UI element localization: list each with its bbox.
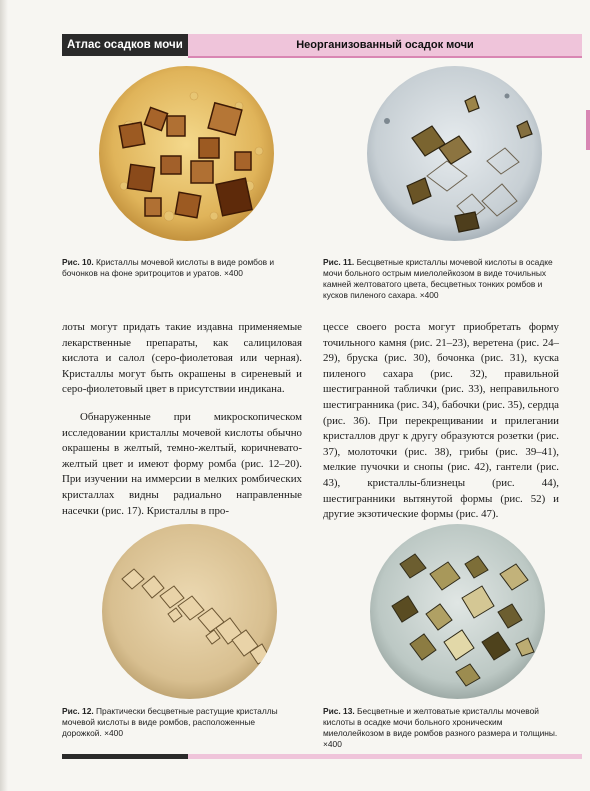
- caption-fig10: [62, 257, 280, 279]
- caption-fig11-number: Рис. 11.: [323, 257, 355, 267]
- caption-fig11: [323, 257, 555, 301]
- caption-fig12-text: Практически бесцветные растущие кристаллы мочевой кислоты в виде ромбов, расположенные дорожкой. ×400: [62, 706, 278, 738]
- text-column-right: [323, 320, 559, 523]
- caption-fig13: [323, 706, 559, 750]
- header-section-title: Неорганизованный осадок мочи: [188, 34, 582, 56]
- micrograph-fig12: [102, 524, 277, 699]
- left-paragraph-2: Обнаруженные при микроскопическом исследовании кристаллы мочевой кислоты обычно окрашены в желтый, темно-желтый, коричневато-желтый цвет и имеют форму ромба (рис. 12–20). При изучении на иммерсии в мелких ромбических кристаллах видны радиально направленные насечки (рис. 17). Кристаллы в про-: [62, 410, 302, 517]
- micrograph-fig11: [367, 66, 542, 241]
- caption-fig13-number: Рис. 13.: [323, 706, 355, 716]
- footer-band: [62, 754, 582, 759]
- caption-fig10-text: Кристаллы мочевой кислоты в виде ромбов и бочонков на фоне эритроцитов и уратов. ×400: [62, 257, 275, 278]
- footer-band-dark: [62, 754, 188, 759]
- micrograph-fig10: [99, 66, 274, 241]
- page-binding-shadow: [0, 0, 8, 791]
- caption-fig10-number: Рис. 10.: [62, 257, 94, 267]
- caption-fig12: [62, 706, 284, 739]
- right-paragraph-1: цессе своего роста могут приобретать форму точильного камня (рис. 21–23), веретена (рис. 24–29), бруска (рис. 30), бочонка (рис. 31), куска пиленого сахара (рис. 32), правильной шестигранной таблички (рис. 33), неправильного шестигранника (рис. 34), бабочки (рис. 35), сердца (рис. 36). При перекрещивании и прилегании кристаллов друг к другу образуются розетки (рис. 37), молоточки (рис. 38), грибы (рис. 39–41), мелкие пучочки и снопы (рис. 42), гантели (рис. 43), кристаллы-близнецы (рис. 44), шестигранники вытянутой формы (рис. 52) и другие экзотические формы (рис. 47).: [323, 321, 559, 521]
- caption-fig13-text: Бесцветные и желтоватые кристаллы мочевой кислоты в осадке мочи больного хроническим миелолейкозом в виде ромбов разного размера и толщины. ×400: [323, 706, 558, 749]
- micrograph-fig13: [370, 524, 545, 699]
- side-tab-marker: [586, 110, 590, 150]
- text-column-left: [62, 320, 302, 519]
- header-underline: [188, 56, 582, 58]
- caption-fig12-number: Рис. 12.: [62, 706, 94, 716]
- caption-fig11-text: Бесцветные кристаллы мочевой кислоты в осадке мочи больного острым миелолейкозом в виде точильных камней желтоватого цвета, бесцветных тонких ромбов и кусков пиленого сахара. ×400: [323, 257, 553, 300]
- running-header: [62, 34, 582, 56]
- left-paragraph-1: лоты могут придать такие издавна применяемые лекарственные препараты, как салициловая кислота и салол (серо-фиолетовая или черная). Кристаллы могут быть окрашены в сиреневый и серо-фиолетовый цвет в присутствии индикана.: [62, 321, 302, 396]
- header-atlas-title: Атлас осадков мочи: [62, 34, 188, 56]
